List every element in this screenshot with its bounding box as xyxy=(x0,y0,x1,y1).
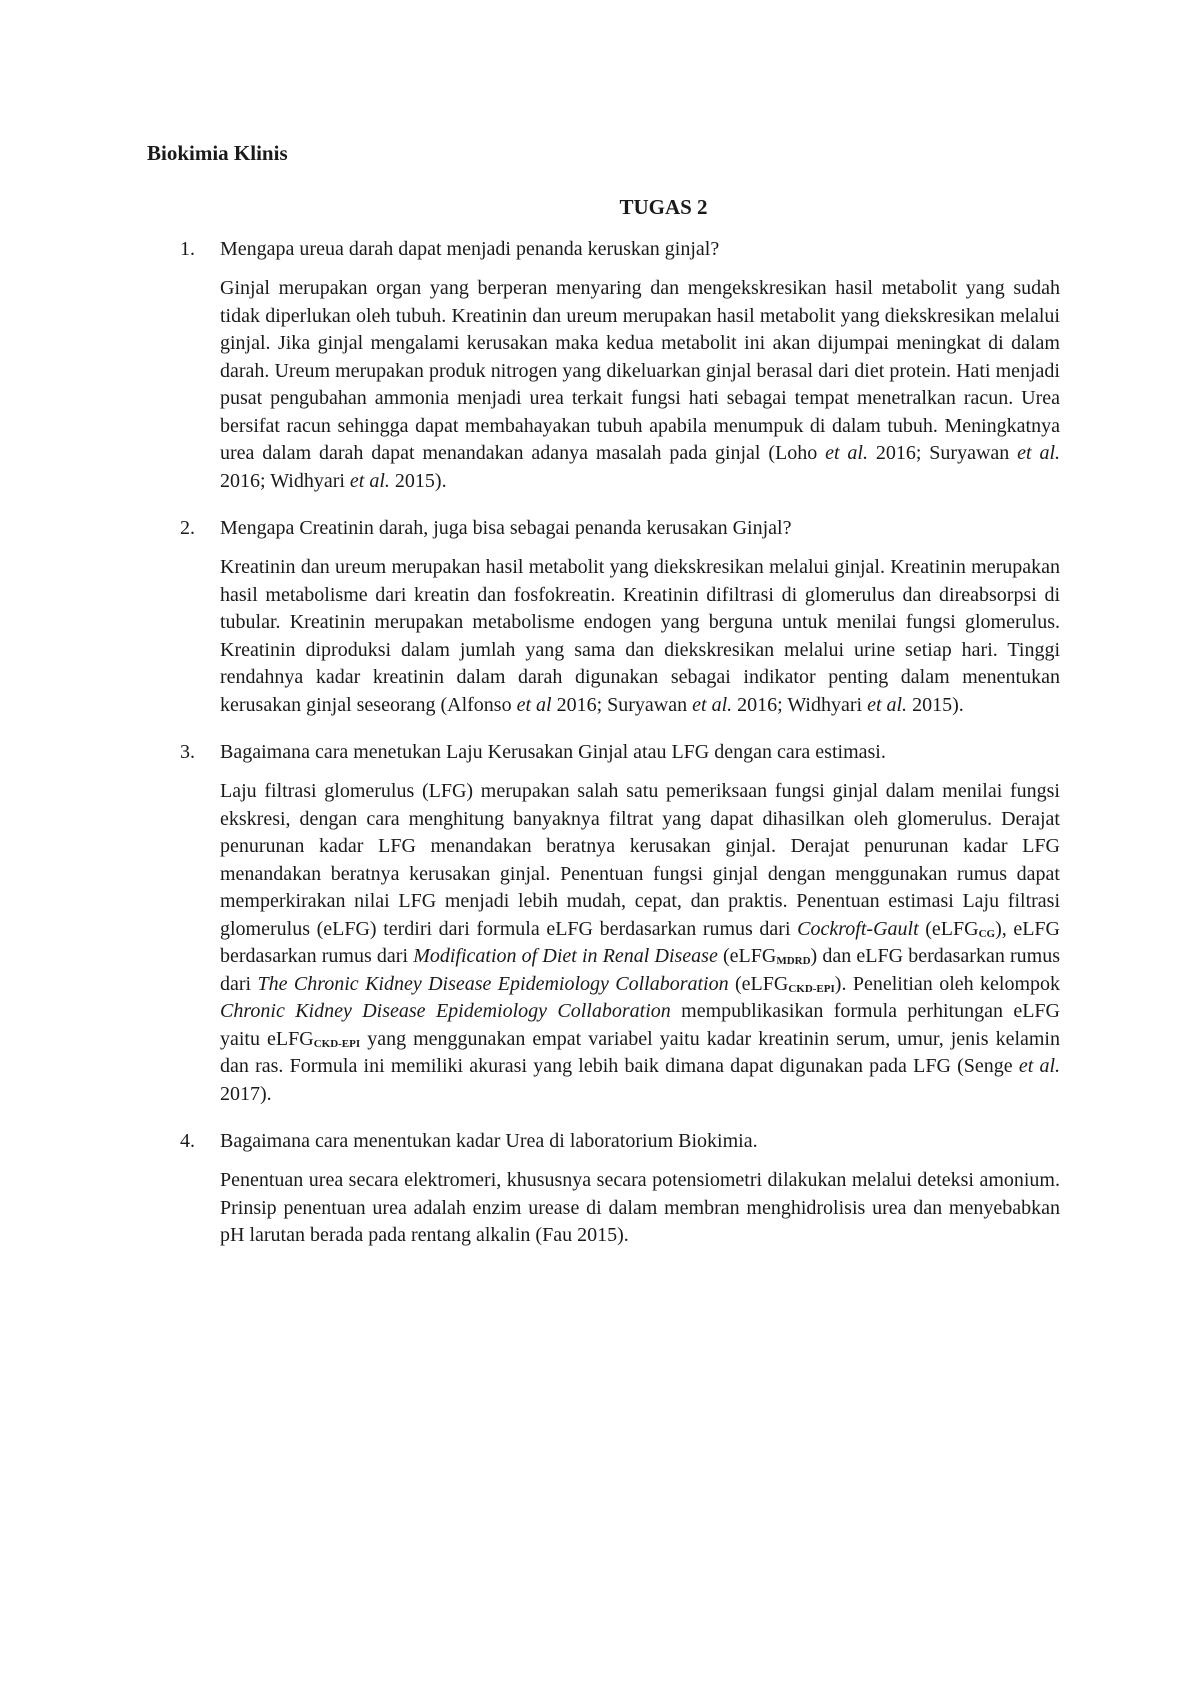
document-subject: Biokimia Klinis xyxy=(147,141,288,165)
question-text: Mengapa Creatinin darah, juga bisa sebagai penanda kerusakan Ginjal? xyxy=(220,517,792,539)
answer-text: (eLFG xyxy=(918,917,979,940)
citation-et-al: et al. xyxy=(867,693,908,716)
answer-text: mempublikasikan formula perhitungan eLFG yaitu eLFG xyxy=(220,1000,1060,1050)
question-text: Bagaimana cara menentukan kadar Urea di laboratorium Biokimia. xyxy=(220,1130,758,1152)
subscript: CKD-EPI xyxy=(313,1037,361,1050)
answer-paragraph xyxy=(220,554,1060,719)
answer-text: ) dan eLFG berdasarkan rumus dari xyxy=(220,945,1060,995)
question-item-1 xyxy=(147,236,1060,495)
answer-text: 2017). xyxy=(220,1082,272,1105)
answer-text: (eLFG xyxy=(717,945,777,967)
answer-text: 2016; Suryawan xyxy=(551,693,693,716)
answer-text: yang menggunakan empat variabel yaitu kadar kreatinin serum, umur, jenis kelamin dan ras. Formula ini memiliki akurasi yang lebih baik dimana dapat digunakan pada LFG (Senge xyxy=(220,1027,1060,1077)
citation-et-al: et al. xyxy=(1017,442,1061,464)
italic-term: The Chronic Kidney Disease Epidemiology Collaboration xyxy=(257,972,729,995)
answer-text: 2016; Widhyari xyxy=(220,469,350,492)
answer-text: 2016; Suryawan xyxy=(867,442,1018,464)
subscript: CKD-EPI xyxy=(788,982,835,995)
citation-et-al: et al. xyxy=(692,693,733,716)
answer-text: Laju filtrasi glomerulus (LFG) merupakan salah satu pemeriksaan fungsi ginjal dalam menilai fungsi ekskresi, dengan cara menghitung banyaknya filtrat yang dapat dihasilkan oleh glomerulus. Derajat penurunan kadar LFG menandakan beratnya kerusakan ginjal. Derajat penurunan kadar LFG menandakan beratnya kerusakan ginjal. Penentuan fungsi ginjal dengan menggunakan rumus dapat memperkirakan nilai LFG menjadi lebih mudah, cepat, dan praktis. Penentuan estimasi Laju filtrasi glomerulus (eLFG) terdiri dari formula eLFG berdasarkan rumus dari xyxy=(220,780,1060,940)
citation-et-al: et al. xyxy=(1018,1055,1060,1077)
question-text: Bagaimana cara menetukan Laju Kerusakan Ginjal atau LFG dengan cara estimasi. xyxy=(220,741,886,763)
answer-text: Kreatinin dan ureum merupakan hasil metabolit yang diekskresikan melalui ginjal. Kreatinin merupakan hasil metabolisme dari kreatin dan fosfokreatin. Kreatinin difiltrasi di glomerulus dan direabsorpsi di tubular. Kreatinin merupakan metabolisme endogen yang berguna untuk menilai fungsi glomerulus. Kreatinin diproduksi dalam jumlah yang sama dan diekskresikan melalui urine setiap hari. Tinggi rendahnya kadar kreatinin dalam darah digunakan sebagai indikator penting dalam menentukan kerusakan ginjal seseorang (Alfonso xyxy=(220,556,1060,716)
italic-term: Chronic Kidney Disease Epidemiology Collaboration xyxy=(220,1000,671,1022)
answer-text: ), eLFG berdasarkan rumus dari xyxy=(220,917,1060,967)
answer-text: 2015). xyxy=(907,693,964,716)
citation-et-al: et al. xyxy=(349,469,390,492)
answer-text: 2016; Widhyari xyxy=(732,693,868,716)
question-item-4 xyxy=(147,1128,1060,1250)
citation-et-al: et al xyxy=(516,693,552,716)
question-number: 1. xyxy=(180,238,195,260)
answer-paragraph xyxy=(220,275,1060,495)
answer-text: Penentuan urea secara elektromeri, khususnya secara potensiometri dilakukan melalui deteksi amonium. Prinsip penentuan urea adalah enzim urease di dalam membran menghidrolisis urea dan menyebabkan pH larutan berada pada rentang alkalin (Fau 2015). xyxy=(220,1169,1060,1246)
subscript: CG xyxy=(978,927,996,940)
question-list xyxy=(147,236,1060,1250)
italic-term: Modification of Diet in Renal Disease xyxy=(413,945,718,967)
question-number: 2. xyxy=(180,517,195,539)
question-text: Mengapa ureua darah dapat menjadi penanda keruskan ginjal? xyxy=(220,238,720,260)
answer-text: ). Penelitian oleh kelompok xyxy=(834,972,1060,995)
italic-term: Cockroft-Gault xyxy=(797,917,919,940)
answer-text: 2015). xyxy=(389,469,447,492)
answer-text: (eLFG xyxy=(728,972,789,995)
subscript: MDRD xyxy=(776,955,811,967)
answer-paragraph xyxy=(220,1167,1060,1250)
question-number: 3. xyxy=(180,741,195,763)
document-title: TUGAS 2 xyxy=(619,195,708,219)
answer-text: Ginjal merupakan organ yang berperan menyaring dan mengekskresikan hasil metabolit yang sudah tidak diperlukan oleh tubuh. Kreatinin dan ureum merupakan hasil metabolit yang diekskresikan melalui ginjal. Jika ginjal mengalami kerusakan maka kedua metabolit ini akan dijumpai meningkat di dalam darah. Ureum merupakan produk nitrogen yang dikeluarkan ginjal berasal dari diet protein. Hati menjadi pusat pengubahan ammonia menjadi urea terkait fungsi hati sebagai tempat menetralkan racun. Urea bersifat racun sehingga dapat membahayakan tubuh apabila menumpuk di dalam tubuh. Meningkatnya urea dalam darah dapat menandakan adanya masalah pada ginjal (Loho xyxy=(220,277,1060,464)
question-item-2 xyxy=(147,515,1060,719)
question-item-3 xyxy=(147,739,1060,1108)
citation-et-al: et al. xyxy=(825,442,868,464)
question-number: 4. xyxy=(180,1130,195,1152)
answer-paragraph xyxy=(220,778,1060,1108)
